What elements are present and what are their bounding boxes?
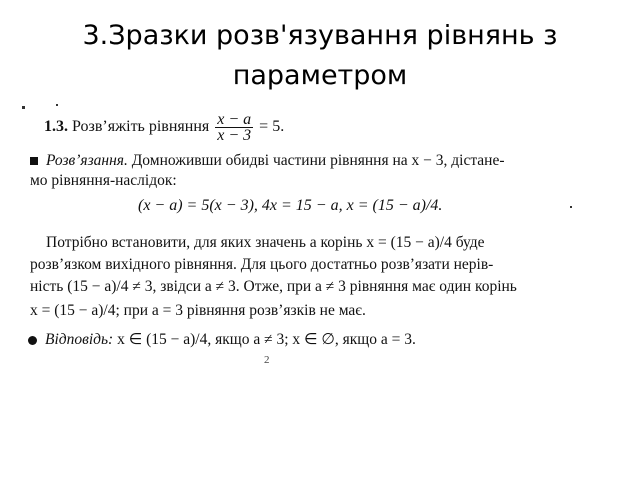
solution-line-2: мо рівняння-наслідок: (30, 172, 177, 189)
problem-text: Розв’яжіть рівняння (72, 118, 210, 136)
analysis-line-1: Потрібно встановити, для яких значень a корінь x = (15 − a)/4 буде (46, 234, 485, 251)
answer-text: x ∈ (15 − a)/4, якщо a ≠ 3; x ∈ ∅, якщо a = 3. (117, 331, 416, 348)
solution-label: Розв’язання. (46, 152, 128, 169)
round-bullet-icon (28, 336, 37, 345)
solution-line-1 (30, 152, 505, 170)
solution-formula: (x − a) = 5(x − 3), 4x = 15 − a, x = (15 − a)/4. (138, 197, 443, 214)
square-bullet-icon (30, 157, 38, 165)
fraction-denominator: x − 3 (217, 127, 252, 144)
answer-label: Відповідь: (45, 331, 114, 348)
problem-statement (44, 112, 284, 143)
solution-text-1: Домноживши обидві частини рівняння на x − 3, дістане- (131, 152, 505, 169)
answer-line (28, 330, 416, 349)
analysis-line-3: ність (15 − a)/4 ≠ 3, звідси a ≠ 3. Отже, при a ≠ 3 рівняння має один корінь (30, 278, 517, 295)
slide-title (0, 16, 640, 96)
analysis-line-2: розв’язком вихідного рівняння. Для цього достатньо розв’язати нерів- (30, 256, 494, 273)
fraction-numerator: x − a (217, 111, 252, 128)
scanned-textbook-excerpt (26, 104, 614, 372)
scan-speck (22, 106, 25, 109)
slide-title-line-2: параметром (232, 60, 408, 91)
slide-title-line-1: 3.Зразки розв'язування рівнянь з (82, 20, 558, 51)
problem-number: 1.3. (44, 118, 68, 136)
problem-equals: = 5. (259, 118, 285, 136)
scan-speck (570, 206, 572, 208)
analysis-line-4: x = (15 − a)/4; при a = 3 рівняння розв’язків не має. (30, 302, 366, 319)
scan-speck (56, 104, 58, 106)
problem-fraction (215, 112, 253, 143)
page-fragment: 2 (264, 354, 270, 366)
